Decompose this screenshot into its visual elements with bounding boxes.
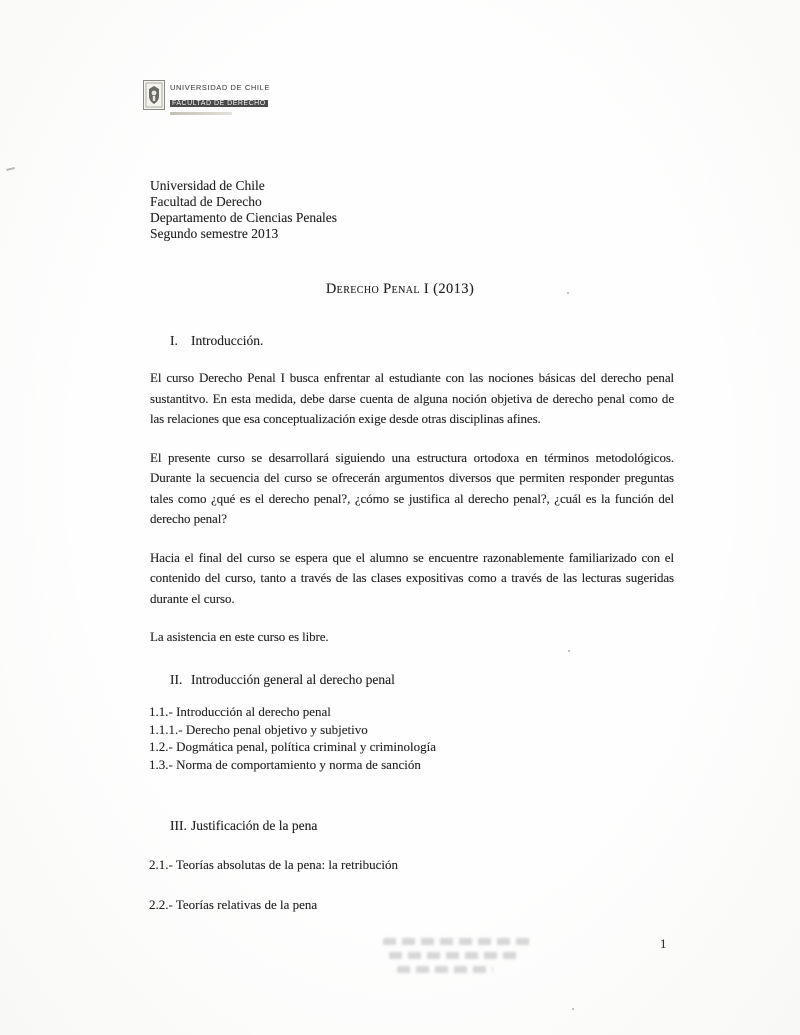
paragraph: La asistencia en este curso es libre.: [150, 629, 329, 645]
paragraph: El curso Derecho Penal I busca enfrentar al estudiante con las nociones básicas del derecho penal sustantitvo. En esta medida, debe darse cuenta de alguna noción objetiva de derecho penal como de las relaciones que esa conceptualización exige desde otras disciplinas afines.: [150, 370, 674, 427]
paragraph: Hacia el final del curso se espera que el alumno se encuentre razonablemente familiarizado con el contenido del curso, tanto a través de las clases expositivas como a través de las lecturas sugeridas durante el curso.: [150, 549, 674, 606]
scan-speck: [568, 650, 570, 652]
section-heading-general-intro: [150, 672, 395, 688]
bleedthrough-stamp: [383, 938, 535, 980]
outline-item: 1.1.1.- Derecho penal objetivo y subjetivo: [149, 721, 368, 737]
letterhead-line-university: Universidad de Chile: [150, 178, 265, 193]
logo-university-name: UNIVERSIDAD DE CHILE: [170, 83, 270, 92]
outline-item: 1.3.- Norma de comportamiento y norma de sanción: [149, 756, 421, 772]
letterhead-line-faculty: Facultad de Derecho: [150, 194, 262, 209]
outline-item: 1.1.- Introducción al derecho penal: [149, 704, 331, 719]
letterhead-line-semester: Segundo semestre 2013: [150, 226, 279, 241]
outline-item: 1.2.- Dogmática penal, política criminal y criminología: [149, 739, 436, 754]
section-number: III.: [170, 818, 187, 833]
section-heading-text: Justificación de la pena: [191, 818, 318, 833]
bleedthrough-line: [397, 966, 493, 973]
bleedthrough-line: [383, 938, 535, 945]
section-number: I.: [170, 333, 178, 348]
section-heading-introduction: [150, 333, 263, 349]
bleedthrough-line: [389, 952, 517, 959]
course-outline-list: [149, 703, 436, 773]
university-crest-icon: [143, 80, 165, 110]
logo-text: [170, 80, 270, 115]
section-heading-justification: [150, 818, 317, 834]
scan-speck: [567, 292, 569, 294]
logo-subline-bar: [170, 112, 232, 115]
letterhead: [150, 178, 337, 242]
paragraph: El presente curso se desarrollará siguiendo una estructura ortodoxa en términos metodológicos. Durante la secuencia del curso se ofrecerán argumentos diversos que permiten responder preguntas tales como ¿qué es el derecho penal?, ¿cómo se justifica al derecho penal?, ¿cuál es la función del derecho penal?: [150, 449, 674, 527]
section-heading-text: Introducción.: [191, 333, 264, 348]
university-logo: [143, 80, 270, 115]
page-number: 1: [660, 936, 667, 951]
logo-faculty-name: FACULTAD DE DERECHO: [172, 100, 266, 107]
outline-item: 2.1.- Teorías absolutas de la pena: la retribución: [149, 857, 399, 872]
letterhead-line-department: Departamento de Ciencias Penales: [150, 210, 338, 225]
scan-speck: [572, 1008, 574, 1010]
document-title: Derecho Penal I (2013): [325, 281, 475, 297]
scan-edge-artifact: [6, 167, 15, 171]
section-heading-text: Introducción general al derecho penal: [191, 672, 395, 687]
section-number: II.: [170, 672, 183, 687]
introduction-body: [150, 368, 674, 666]
outline-item: 2.2.- Teorías relativas de la pena: [149, 897, 318, 912]
